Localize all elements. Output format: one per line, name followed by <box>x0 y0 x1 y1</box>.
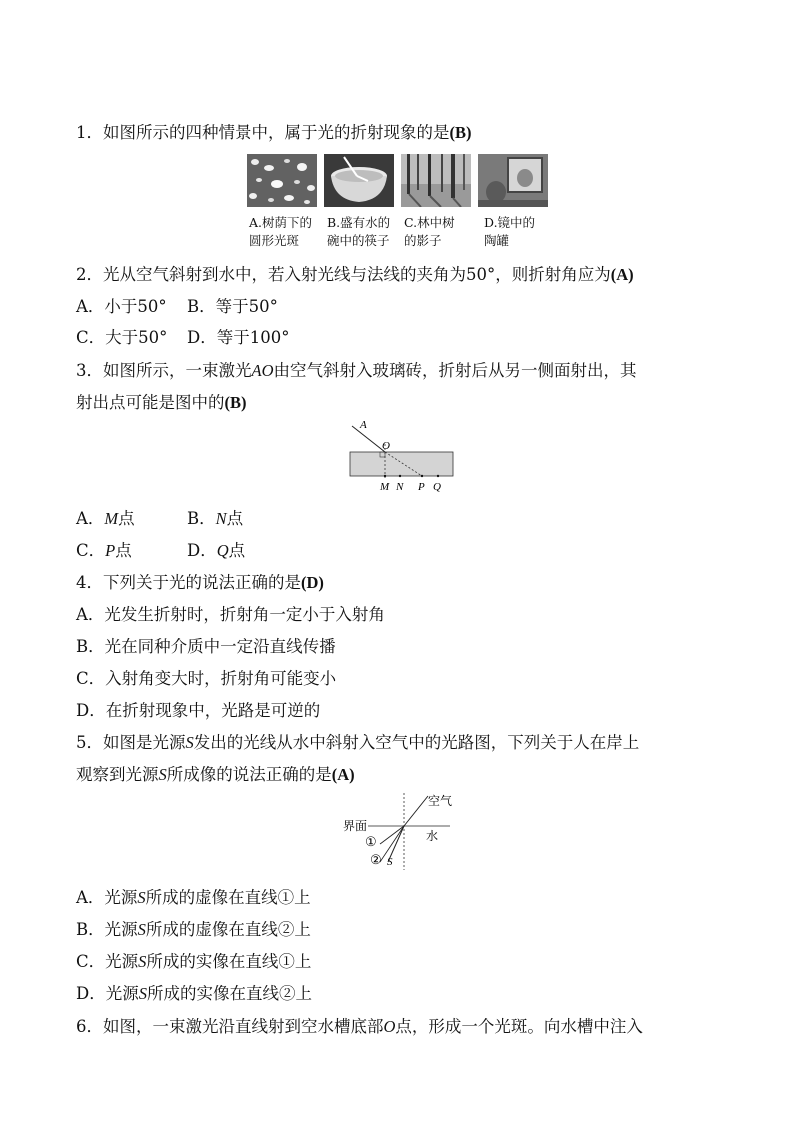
q3-stem-line2 <box>76 392 247 414</box>
q5-stem-post: 发出的光线从水中斜射入空气中的光路图，下列关于人在岸上 <box>193 733 640 752</box>
label-m: M <box>380 481 390 493</box>
q5-option-c <box>76 951 311 973</box>
q3-option-b <box>187 508 243 530</box>
q5-option-d <box>76 983 312 1005</box>
q3-opt-c-post: 点 <box>115 541 132 560</box>
q3-option-d <box>187 540 245 562</box>
q3-opt-b-post: 点 <box>226 509 244 528</box>
caption-a <box>249 214 312 250</box>
q5-refraction-figure <box>340 790 470 872</box>
label-o: O <box>382 440 390 452</box>
q2-option-d: D．等于100° <box>187 328 290 347</box>
q4-option-a: A．光发生折射时，折射角一定小于入射角 <box>76 605 385 624</box>
caption-d <box>484 214 535 250</box>
q3-opt-b-pre: B． <box>187 509 216 528</box>
label-line-2: ② <box>370 852 382 867</box>
label-air: 空气 <box>428 794 453 808</box>
q5-stem2-var: S <box>158 765 167 784</box>
label-water: 水 <box>426 829 439 843</box>
label-interface: 界面 <box>343 819 368 833</box>
q6-stem-pre: 6．如图，一束激光沿直线射到空水槽底部 <box>76 1017 384 1036</box>
photo-bowl-chopsticks <box>324 154 394 207</box>
label-p: P <box>418 481 425 493</box>
q4-option-b: B．光在同种介质中一定沿直线传播 <box>76 637 336 656</box>
q3-answer: (B) <box>224 393 247 412</box>
caption-c-line1: C.林中树 <box>404 215 455 230</box>
label-line-1: ① <box>365 834 377 849</box>
q5-opt-d-var: S <box>138 984 147 1003</box>
q2-answer: (A) <box>610 265 634 284</box>
q3-stem-pre: 3．如图所示，一束激光 <box>76 361 252 380</box>
q5-opt-a-post: 所成的虚像在直线①上 <box>145 888 311 907</box>
q3-opt-a-var: M <box>104 509 119 528</box>
q3-opt-d-var: Q <box>216 541 229 560</box>
q5-opt-d-pre: D．光源 <box>76 984 139 1003</box>
q6-stem-post: 点，形成一个光斑。向水槽中注入 <box>395 1017 643 1036</box>
q3-opt-d-post: 点 <box>228 541 246 560</box>
q3-opt-a-post: 点 <box>118 509 135 528</box>
q2-option-a: A．小于50° <box>76 297 167 316</box>
caption-b-line2: 碗中的筷子 <box>327 233 390 248</box>
q4-option-c: C．入射角变大时，折射角可能变小 <box>76 669 337 688</box>
q3-stem-post: 由空气斜射入玻璃砖，折射后从另一侧面射出，其 <box>273 361 637 380</box>
q3-stem-line2-text: 射出点可能是图中的 <box>76 393 225 412</box>
q3-option-c <box>76 540 132 562</box>
q5-opt-c-post: 所成的实像在直线①上 <box>146 952 312 971</box>
caption-d-line2: 陶罐 <box>484 233 510 248</box>
q4-answer: (D) <box>301 573 324 592</box>
q1-stem <box>76 122 472 144</box>
q5-opt-b-post: 所成的虚像在直线②上 <box>145 920 311 939</box>
q3-glass-brick-figure <box>340 416 460 496</box>
q5-opt-d-post: 所成的实像在直线②上 <box>146 984 312 1003</box>
caption-d-line1: D.镜中的 <box>484 215 536 230</box>
caption-a-line1: A.树荫下的 <box>249 215 313 230</box>
caption-c <box>404 214 455 250</box>
q5-opt-a-var: S <box>137 888 146 907</box>
q5-opt-a-pre: A．光源 <box>76 888 138 907</box>
q6-stem-var: O <box>383 1017 396 1036</box>
q2-stem-text: 2．光从空气斜射到水中，若入射光线与法线的夹角为50°，则折射角应为 <box>76 265 611 284</box>
label-a: A <box>360 419 367 431</box>
q5-stem-var: S <box>185 733 194 752</box>
q5-stem-pre: 5．如图是光源 <box>76 733 186 752</box>
q3-stem-var: AO <box>251 361 274 380</box>
q4-option-d: D．在折射现象中，光路是可逆的 <box>76 701 321 720</box>
caption-a-line2: 圆形光斑 <box>249 233 300 248</box>
q5-opt-b-pre: B．光源 <box>76 920 138 939</box>
q4-stem-text: 4．下列关于光的说法正确的是 <box>76 573 301 592</box>
q5-option-a <box>76 887 311 909</box>
q4-stem <box>76 572 324 594</box>
q2-stem <box>76 264 634 286</box>
q3-opt-b-var: N <box>215 509 227 528</box>
q1-stem-text: 1．如图所示的四种情景中，属于光的折射现象的是 <box>76 123 450 142</box>
incident-ray <box>352 426 385 452</box>
q3-opt-d-pre: D． <box>187 541 217 560</box>
q5-opt-b-var: S <box>137 920 146 939</box>
caption-b <box>327 214 390 250</box>
q5-stem-line2 <box>76 764 355 786</box>
q2-option-b: B．等于50° <box>187 297 278 316</box>
q5-stem <box>76 732 639 754</box>
q5-opt-c-var: S <box>138 952 147 971</box>
label-n: N <box>396 481 404 493</box>
photo-forest-shadows <box>401 154 471 207</box>
refracted-ray <box>404 796 428 826</box>
photo-tree-shade-spots <box>247 154 317 207</box>
label-q: Q <box>433 481 441 493</box>
caption-b-line1: B.盛有水的 <box>327 215 391 230</box>
glass-brick <box>350 452 453 476</box>
q1-answer: (B) <box>449 123 472 142</box>
q3-option-a <box>76 508 135 530</box>
q6-stem <box>76 1016 643 1038</box>
q3-opt-a-pre: A． <box>76 509 105 528</box>
q5-option-b <box>76 919 311 941</box>
q5-answer: (A) <box>331 765 355 784</box>
label-s: S <box>387 856 393 868</box>
caption-c-line2: 的影子 <box>404 233 442 248</box>
q1-photo-strip <box>247 154 552 254</box>
q3-opt-c-pre: C． <box>76 541 106 560</box>
q2-option-c: C．大于50° <box>76 328 168 347</box>
q5-stem2-pre: 观察到光源 <box>76 765 159 784</box>
q5-opt-c-pre: C．光源 <box>76 952 139 971</box>
q5-stem2-post: 所成像的说法正确的是 <box>166 765 332 784</box>
q3-stem <box>76 360 637 382</box>
q3-opt-c-var: P <box>105 541 116 560</box>
photo-mirror-jar <box>478 154 548 207</box>
